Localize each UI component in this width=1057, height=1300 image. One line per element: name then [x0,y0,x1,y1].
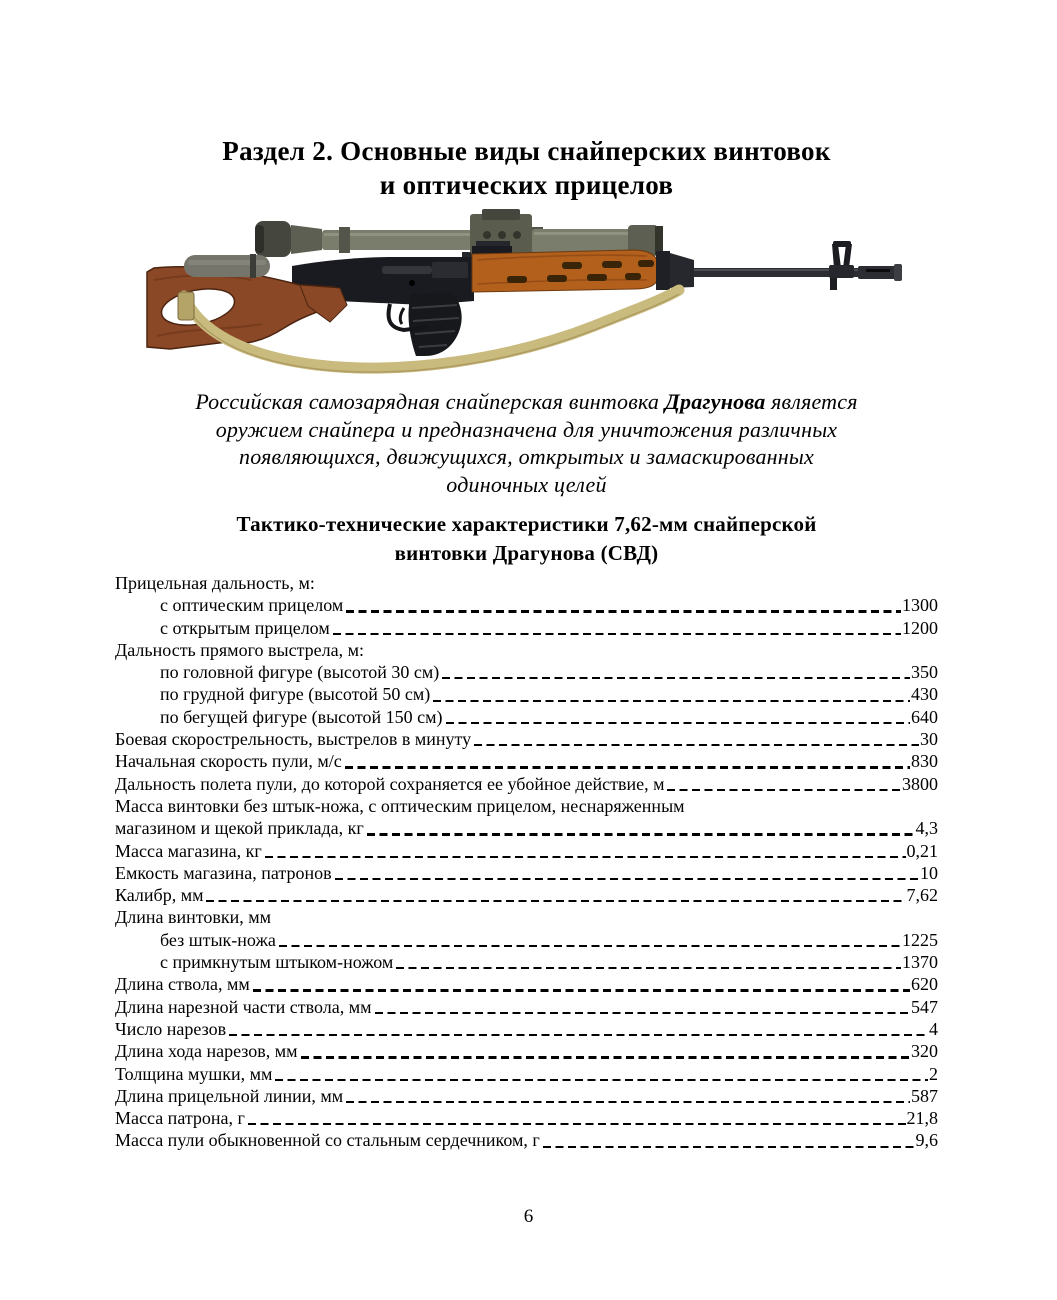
spec-value: 547 [911,996,938,1017]
spec-label: Длина хода нарезов, мм [115,1041,298,1062]
spec-row [115,840,938,862]
spec-value: 640 [911,706,938,727]
spec-row [115,1129,938,1151]
lead-line4: одиночных целей [446,471,607,497]
spec-label: Боевая скорострельность, выстрелов в минуту [115,729,472,750]
spec-leader [265,856,906,858]
spec-row [115,639,938,661]
specs-heading [115,510,938,568]
spec-value: 1225 [902,929,938,950]
spec-value: 21,8 [906,1108,938,1129]
spec-label: Длина винтовки, мм [115,907,272,928]
spec-label: Масса пули обыкновенной со стальным сердечником, г [115,1130,540,1151]
spec-value: 30 [920,729,938,750]
spec-value: 7,62 [906,885,938,906]
spec-label: по бегущей фигуре (высотой 150 см) [160,706,443,727]
spec-label: с примкнутым штыком-ножом [160,952,394,973]
spec-label: магазином и щекой приклада, кг [115,818,364,839]
lead-line3: появляющихся, движущихся, открытых и замаскированных [239,444,814,469]
spec-label: Число нарезов [115,1018,227,1039]
spec-label: Емкость магазина, патронов [115,862,332,883]
spec-row [115,773,938,795]
spec-leader [335,878,919,880]
spec-row [115,728,938,750]
spec-row [115,929,938,951]
spec-value: 830 [911,751,938,772]
spec-leader [253,989,910,991]
spec-leader [333,633,901,635]
spec-label: по головной фигуре (высотой 30 см) [160,662,440,683]
spec-leader [279,945,901,947]
spec-value: 1300 [902,595,938,616]
spec-row [115,1107,938,1129]
page-title-line1: Раздел 2. Основные виды снайперских винтовок [222,136,831,166]
spec-label: Масса магазина, кг [115,840,262,861]
spec-leader [206,900,905,902]
spec-label: Дальность прямого выстрела, м: [115,639,365,660]
lead-paragraph [115,388,938,498]
spec-label: Масса винтовки без штык-ножа, с оптическим прицелом, неснаряженным [115,795,685,816]
spec-row [115,1085,938,1107]
spec-row [115,1018,938,1040]
spec-row [115,683,938,705]
spec-row [115,817,938,839]
spec-leader [345,766,910,768]
spec-label: Дальность полета пули, до которой сохраняется ее убойное действие, м [115,773,665,794]
spec-leader [248,1123,906,1125]
spec-value: 1200 [902,617,938,638]
spec-value: 10 [920,862,938,883]
spec-value: 320 [911,1041,938,1062]
spec-row [115,706,938,728]
spec-row [115,594,938,616]
spec-row [115,884,938,906]
spec-row [115,750,938,772]
spec-row [115,795,938,817]
spec-row [115,572,938,594]
rifle-figure [115,208,938,374]
spec-leader [442,677,910,679]
spec-value: 3800 [902,773,938,794]
spec-row [115,862,938,884]
spec-leader [396,967,901,969]
svd-rifle-illustration [132,208,922,374]
spec-label: Масса патрона, г [115,1108,245,1129]
spec-value: 430 [911,684,938,705]
spec-value: 620 [911,974,938,995]
spec-value: 2 [929,1063,938,1084]
spec-value: 4,3 [915,818,938,839]
spec-leader [275,1079,928,1081]
spec-row [115,951,938,973]
spec-leader [446,722,910,724]
lead-line1: Российская самозарядная снайперская винтовка Драгунова является [195,389,858,414]
specs-heading-line1: Тактико-технические характеристики 7,62-мм снайперской [236,512,817,536]
spec-label: Прицельная дальность, м: [115,573,315,593]
spec-label: с оптическим прицелом [160,595,344,616]
spec-label: по грудной фигуре (высотой 50 см) [160,684,431,705]
spec-value: 350 [911,662,938,683]
spec-value: 4 [929,1018,938,1039]
spec-leader [543,1146,915,1148]
spec-row [115,1040,938,1062]
cheek-pad [184,255,270,277]
spec-label: с открытым прицелом [160,617,330,638]
spec-label: Калибр, мм [115,885,204,906]
spec-leader [346,1101,910,1103]
spec-label: Начальная скорость пули, м/с [115,751,342,772]
spec-value: 9,6 [915,1130,938,1151]
spec-row [115,996,938,1018]
spec-row [115,1063,938,1085]
spec-leader [375,1012,911,1014]
spec-label: без штык-ножа [160,929,276,950]
spec-list [115,572,938,1152]
spec-value: 0,21 [906,840,938,861]
spec-leader [474,744,919,746]
spec-label: Длина прицельной линии, мм [115,1085,344,1106]
spec-leader [229,1034,928,1036]
spec-leader [346,610,901,612]
specs-heading-line2: винтовки Драгунова (СВД) [394,541,659,565]
spec-leader [433,700,910,702]
spec-leader [301,1056,910,1058]
spec-label: Толщина мушки, мм [115,1063,273,1084]
page-content [115,0,938,1152]
page-number: 6 [523,1206,534,1227]
spec-row [115,906,938,928]
spec-leader [667,789,901,791]
lead-bold-word: Драгунова [664,389,766,414]
spec-leader [367,833,915,835]
spec-label: Длина ствола, мм [115,974,250,995]
page-title-line2: и оптических прицелов [379,170,674,200]
lead-line2: оружием снайпера и предназначена для уничтожения различных [215,416,838,442]
spec-row [115,617,938,639]
spec-value: 587 [911,1085,938,1106]
spec-value: 1370 [902,952,938,973]
spec-label: Длина нарезной части ствола, мм [115,996,372,1017]
spec-row [115,661,938,683]
spec-row [115,973,938,995]
page-title [115,134,938,202]
